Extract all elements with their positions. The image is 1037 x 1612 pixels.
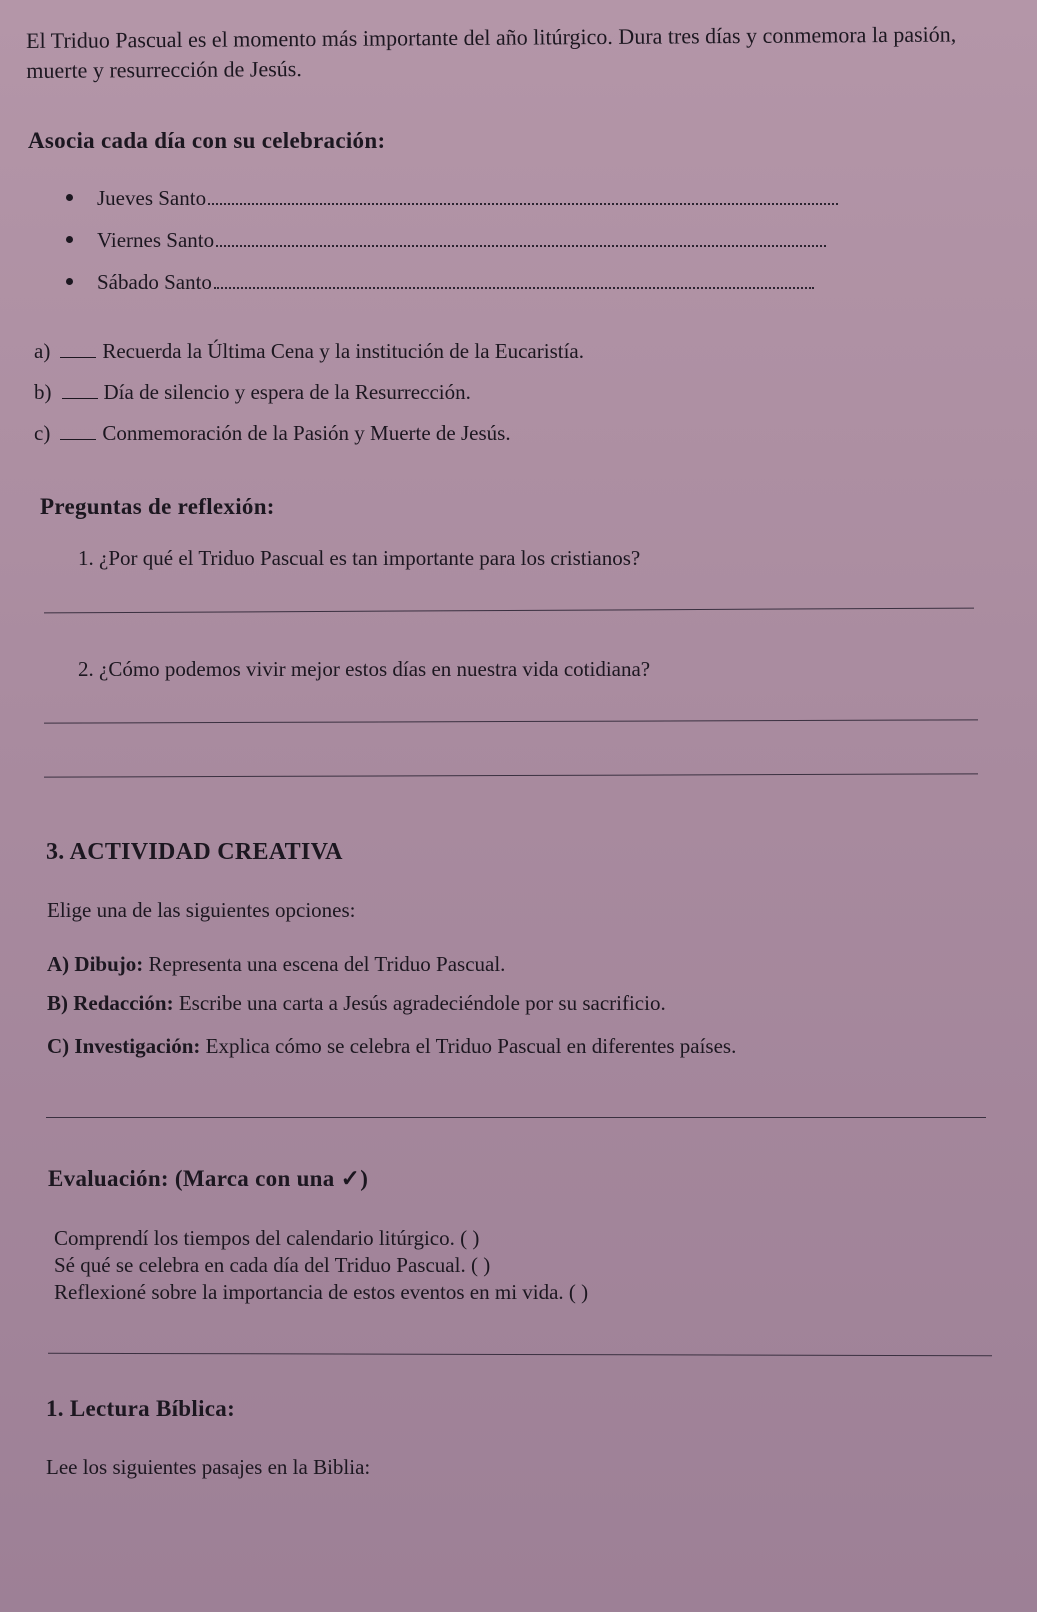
bullet-icon bbox=[66, 194, 73, 201]
intro-paragraph: El Triduo Pascual es el momento más importante del año litúrgico. Dura tres días y conmemora la pasión, muerte y resurrección de Jesús. bbox=[26, 21, 957, 83]
answer-line[interactable] bbox=[44, 773, 978, 777]
match-option-b bbox=[34, 380, 471, 405]
answer-blank[interactable] bbox=[62, 380, 98, 399]
day-item-sabado bbox=[66, 270, 814, 295]
day-item-viernes bbox=[66, 228, 826, 253]
bible-instruction: Lee los siguientes pasajes en la Biblia: bbox=[46, 1455, 371, 1479]
option-letter: b) bbox=[34, 380, 52, 404]
option-text: Explica cómo se celebra el Triduo Pascual en diferentes países. bbox=[200, 1034, 737, 1058]
match-section-title: Asocia cada día con su celebración: bbox=[28, 128, 386, 153]
option-label: B) Redacción: bbox=[47, 991, 174, 1015]
day-label: Sábado Santo bbox=[97, 270, 212, 294]
match-option-a bbox=[34, 339, 584, 364]
option-letter: a) bbox=[34, 339, 51, 363]
reflection-question-2: 2. ¿Cómo podemos vivir mejor estos días en nuestra vida cotidiana? bbox=[78, 657, 651, 681]
option-text: Representa una escena del Triduo Pascual. bbox=[143, 952, 506, 976]
bible-title: 1. Lectura Bíblica: bbox=[46, 1396, 236, 1421]
evaluation-title: Evaluación: (Marca con una ✓) bbox=[48, 1166, 369, 1191]
option-text: Escribe una carta a Jesús agradeciéndole por su sacrificio. bbox=[173, 991, 666, 1015]
answer-dotted-line[interactable] bbox=[214, 284, 814, 289]
match-option-c bbox=[34, 421, 511, 446]
answer-line[interactable] bbox=[44, 608, 974, 614]
evaluation-item-2[interactable]: Sé qué se celebra en cada día del Triduo Pascual. ( ) bbox=[54, 1253, 491, 1277]
reflection-title: Preguntas de reflexión: bbox=[40, 494, 275, 519]
day-item-jueves bbox=[66, 186, 838, 211]
option-letter: c) bbox=[34, 421, 51, 445]
reflection-question-1: 1. ¿Por qué el Triduo Pascual es tan importante para los cristianos? bbox=[78, 546, 641, 570]
bullet-icon bbox=[66, 278, 73, 285]
creative-instruction: Elige una de las siguientes opciones: bbox=[47, 898, 356, 922]
answer-blank[interactable] bbox=[60, 339, 96, 358]
option-label: C) Investigación: bbox=[47, 1034, 201, 1058]
day-label: Viernes Santo bbox=[97, 228, 215, 252]
option-text: Día de silencio y espera de la Resurrección. bbox=[103, 380, 471, 404]
bullet-icon bbox=[66, 236, 73, 243]
answer-blank[interactable] bbox=[60, 421, 96, 440]
section-divider bbox=[46, 1117, 986, 1118]
evaluation-item-1[interactable]: Comprendí los tiempos del calendario litúrgico. ( ) bbox=[54, 1226, 480, 1250]
option-text: Recuerda la Última Cena y la institución de la Eucaristía. bbox=[102, 339, 584, 363]
evaluation-item-3[interactable]: Reflexioné sobre la importancia de estos eventos en mi vida. ( ) bbox=[54, 1280, 589, 1304]
option-label: A) Dibujo: bbox=[47, 952, 144, 976]
creative-option-b bbox=[47, 991, 666, 1016]
creative-option-a bbox=[47, 952, 505, 977]
creative-option-c bbox=[47, 1034, 736, 1059]
answer-line[interactable] bbox=[44, 719, 978, 723]
creative-title: 3. ACTIVIDAD CREATIVA bbox=[46, 839, 343, 865]
answer-dotted-line[interactable] bbox=[208, 200, 838, 205]
section-divider bbox=[48, 1353, 992, 1356]
answer-dotted-line[interactable] bbox=[216, 242, 826, 247]
option-text: Conmemoración de la Pasión y Muerte de Jesús. bbox=[102, 421, 511, 445]
day-label: Jueves Santo bbox=[97, 186, 207, 210]
